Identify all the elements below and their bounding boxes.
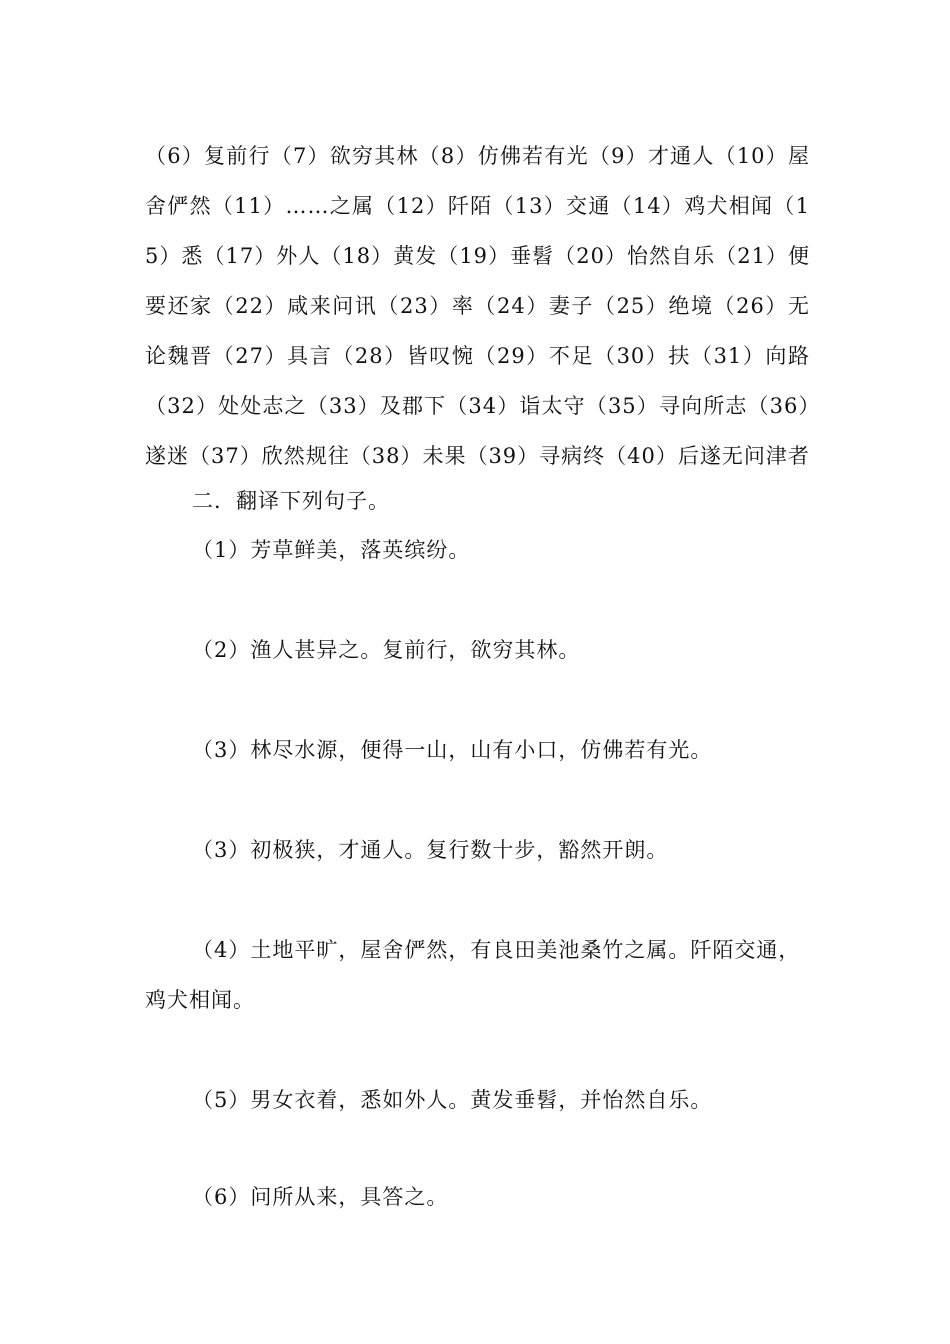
sentence-item: （5）男女衣着，悉如外人。黄发垂髫，并怡然自乐。 — [192, 1088, 713, 1112]
sentence-item: （4）土地平旷，屋舍俨然，有良田美池桑竹之属。阡陌交通，鸡犬相闻。 — [145, 938, 801, 1012]
sentence-item: （3）初极狭，才通人。复行数十步，豁然开朗。 — [192, 838, 669, 862]
sentence-item: （3）林尽水源，便得一山，山有小口，仿佛若有光。 — [192, 738, 713, 762]
section-heading: 二．翻译下列句子。 — [192, 489, 390, 513]
sentence-item: （6）问所从来，具答之。 — [192, 1185, 449, 1209]
sentence-item: （1）芳草鲜美，落英缤纷。 — [192, 538, 471, 562]
vocabulary-list: （6）复前行（7）欲穷其林（8）仿佛若有光（9）才通人（10）屋舍俨然（11）……之属（12）阡陌（13）交通（14）鸡犬相闻（15）悉（17）外人（18）黄发（19）垂髫（20）怡然自乐（21）便要还家（22）咸来问讯（23）率（24）妻子（25）绝境（26）无论魏晋（27）具言（28）皆叹惋（29）不足（30）扶（31）向路（32）处处志之（33）及郡下（34）诣太守（35）寻向所志（36）遂迷（37）欣然规往（38）未果（39）寻病终（40）后遂无问津者 — [145, 144, 810, 468]
sentence-item: （2）渔人甚异之。复前行，欲穷其林。 — [192, 638, 581, 662]
